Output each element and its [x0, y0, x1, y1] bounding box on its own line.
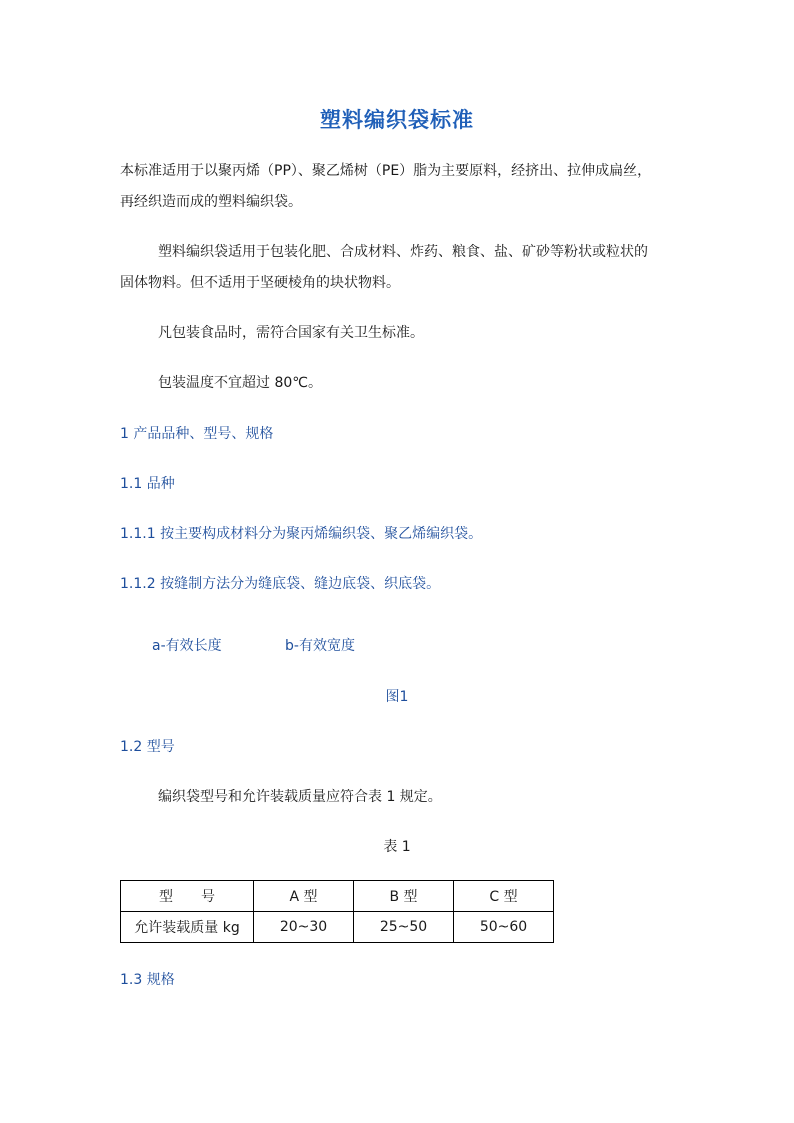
table-cell: 允许装载质量 kg: [121, 912, 254, 943]
load-capacity-table: [120, 880, 554, 943]
section-1-1-1: 1.1.1 按主要构成材料分为聚丙烯编织袋、聚乙烯编织袋。: [120, 526, 483, 542]
section-1-2-heading: 1.2 型号: [120, 739, 175, 755]
table-row: [121, 912, 554, 943]
section-1-1-heading: 1.1 品种: [120, 476, 175, 492]
table-header-cell: C 型: [454, 881, 554, 912]
section-1-heading: 1 产品品种、型号、规格: [120, 426, 274, 442]
table-caption: 表 1: [383, 839, 411, 855]
figure-label-a: a-有效长度: [152, 638, 222, 654]
table-header-cell: B 型: [354, 881, 454, 912]
table-cell: 50~60: [454, 912, 554, 943]
table-header-cell: 型 号: [121, 881, 254, 912]
scope-line-2: 固体物料。但不适用于坚硬棱角的块状物料。: [120, 275, 400, 291]
temperature-note: 包装温度不宜超过 80℃。: [158, 375, 322, 391]
scope-line-1: 塑料编织袋适用于包装化肥、合成材料、炸药、粮食、盐、矿砂等粉状或粒状的: [158, 244, 648, 260]
food-note: 凡包装食品时，需符合国家有关卫生标准。: [158, 325, 424, 341]
type-note: 编织袋型号和允许装载质量应符合表 1 规定。: [158, 789, 442, 805]
table-cell: 25~50: [354, 912, 454, 943]
section-1-1-2: 1.1.2 按缝制方法分为缝底袋、缝边底袋、织底袋。: [120, 576, 441, 592]
intro-line-1: 本标准适用于以聚丙烯（PP）、聚乙烯树（PE）脂为主要原料，经挤出、拉伸成扁丝，: [120, 163, 652, 179]
table-cell: 20~30: [254, 912, 354, 943]
figure-caption: 图1: [385, 689, 409, 705]
table-header-row: [121, 881, 554, 912]
intro-line-2: 再经织造而成的塑料编织袋。: [120, 194, 302, 210]
section-1-3-heading: 1.3 规格: [120, 972, 175, 988]
table-header-cell: A 型: [254, 881, 354, 912]
document-title: 塑料编织袋标准: [320, 107, 474, 132]
figure-label-b: b-有效宽度: [285, 638, 355, 654]
